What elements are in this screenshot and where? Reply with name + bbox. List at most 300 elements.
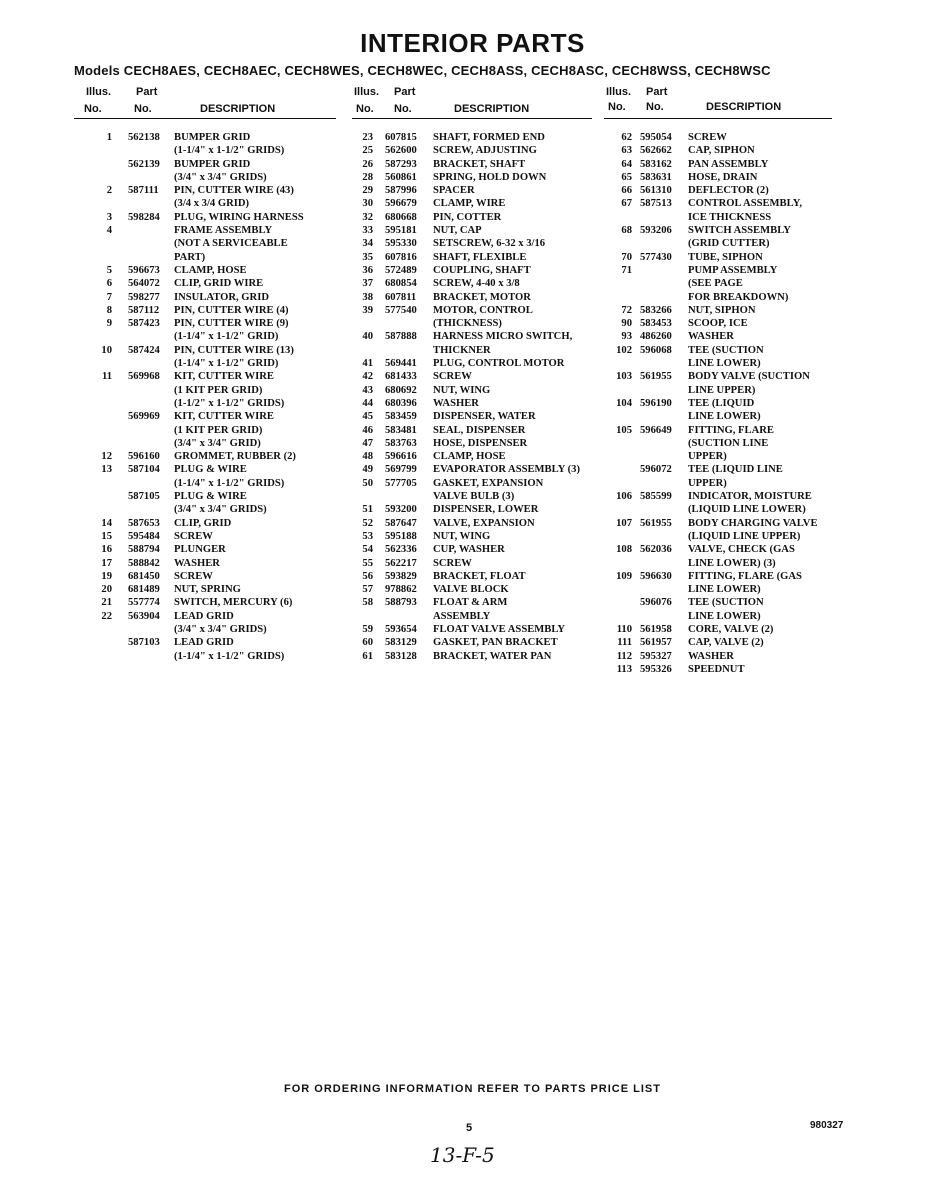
description: CAP, VALVE (2) [688,637,764,649]
description: BUMPER GRID [174,132,251,143]
table-row [604,330,832,343]
table-row [74,530,336,543]
table-row [74,330,336,343]
illus-no: 58 [362,597,373,609]
table-row [604,344,832,357]
illus-no [604,410,632,423]
part-no: 562036 [640,544,672,556]
illus-no [74,424,112,437]
illus-no: 12 [101,451,112,463]
part-no: 607811 [385,291,417,303]
table-row [352,410,592,423]
illus-no: 46 [362,424,373,436]
description: COUPLING, SHAFT [433,264,531,276]
table-row [74,171,336,184]
models-line: Models CECH8AES, CECH8AEC, CECH8WES, CECH8WEC, CECH8ASS, CECH8ASC, CECH8WSS, CECH8WSC [74,63,771,78]
table-row [74,490,336,503]
illus-no: 55 [362,557,373,569]
description: HOSE, DRAIN [688,171,758,183]
description: CLIP, GRID [174,517,232,529]
illus-no: 107 [616,517,632,529]
table-row [74,450,336,463]
description: PIN, COTTER [433,211,502,223]
part-no [640,264,676,277]
description: WASHER [688,331,734,343]
description: GROMMET, RUBBER (2) [174,451,296,463]
part-no [640,357,676,370]
part-no: 561955 [640,371,672,383]
table-row [352,291,592,304]
description: SCREW [688,132,727,143]
table-row [74,344,336,357]
description: CORE, VALVE (2) [688,623,774,635]
illus-no: 13 [101,464,112,476]
description: TUBE, SIPHON [688,251,763,263]
description: (SUCTION LINE [688,437,769,449]
description: SEAL, DISPENSER [433,424,526,436]
illus-no: 36 [362,264,373,276]
illus-no: 113 [616,663,632,675]
part-no: 577705 [385,477,417,489]
part-no: 593200 [385,504,417,516]
description: PUMP ASSEMBLY [688,264,778,276]
table-row [352,543,592,556]
part-no: 562138 [128,132,160,143]
part-no: 587112 [128,304,160,316]
illus-label: Illus. [606,86,632,98]
table-row [604,357,832,370]
table-row [74,251,336,264]
part-no: 562139 [128,158,160,170]
part-no [640,437,676,450]
part-no: 583631 [640,171,672,183]
description: CLAMP, WIRE [433,198,506,210]
part-label: Part [136,86,158,98]
part-no [128,477,164,490]
part-no [385,610,421,623]
description: BRACKET, FLOAT [433,570,526,582]
description: (1 KIT PER GRID) [174,424,263,436]
table-row [74,424,336,437]
description: MOTOR, CONTROL [433,304,533,316]
parts-column-2 [352,86,592,663]
parts-column-1 [74,86,336,663]
illus-no: 28 [362,171,373,183]
description: SCREW, 4-40 x 3/8 [433,278,520,290]
description: PIN, CUTTER WIRE (43) [174,185,294,197]
table-row [604,557,832,570]
illus-no: 65 [621,171,632,183]
description: HOSE, DISPENSER [433,437,528,449]
table-row [352,277,592,290]
illus-no: 68 [621,225,632,237]
description: SCOOP, ICE [688,318,748,330]
table-row [604,650,832,663]
part-no [385,344,421,357]
part-no: 595181 [385,225,417,237]
part-no: 561957 [640,637,672,649]
description: LINE LOWER) [688,610,761,622]
illus-no [352,317,373,330]
table-row [74,596,336,609]
part-no: 564072 [128,278,160,290]
illus-no [604,477,632,490]
illus-no: 21 [101,597,112,609]
part-no [640,557,676,570]
column-header [352,86,592,119]
description: (1-1/4" x 1-1/2" GRID) [174,358,279,370]
description: SCREW [174,570,213,582]
table-row [604,610,832,623]
description: LINE UPPER) [688,384,756,396]
part-no: 583162 [640,158,672,170]
part-no: 596072 [640,464,672,476]
table-row [604,184,832,197]
table-row [604,370,832,383]
part-no: 596076 [640,597,672,609]
description: TEE (LIQUID [688,397,755,409]
illus-no: 70 [621,251,632,263]
description: BRACKET, SHAFT [433,158,526,170]
table-row [74,197,336,210]
part-no [640,503,676,516]
table-row [604,158,832,171]
table-row [74,357,336,370]
table-row [352,197,592,210]
illus-no [74,171,112,184]
part-no [128,397,164,410]
description: (1-1/4" x 1-1/2" GRID) [174,331,279,343]
part-no: 595330 [385,238,417,250]
part-no [128,503,164,516]
illus-no [604,291,632,304]
part-no: 583459 [385,411,417,423]
illus-no [352,344,373,357]
table-row [352,251,592,264]
table-row [604,636,832,649]
table-row [74,543,336,556]
part-no: 577430 [640,251,672,263]
part-no-label: No. [646,101,664,113]
description: SCREW [433,557,472,569]
part-no: 596630 [640,570,672,582]
table-row [604,251,832,264]
table-row [604,291,832,304]
illus-no [74,437,112,450]
table-row [604,543,832,556]
illus-no [604,384,632,397]
description: SPRING, HOLD DOWN [433,171,547,183]
part-no: 569968 [128,371,160,383]
table-row [352,304,592,317]
table-row [74,144,336,157]
illus-no: 62 [621,132,632,143]
table-row [352,158,592,171]
illus-no: 71 [621,264,632,276]
table-row [604,490,832,503]
part-no: 583266 [640,304,672,316]
description: PART) [174,251,206,263]
part-no: 607815 [385,132,417,143]
illus-no [74,410,112,423]
table-row [74,437,336,450]
illus-no-label: No. [84,103,102,115]
part-no: 595326 [640,663,672,675]
illus-no: 106 [616,491,632,503]
table-row [74,277,336,290]
illus-no [604,596,632,609]
table-row [74,370,336,383]
illus-no [604,277,632,290]
illus-no: 19 [101,570,112,582]
description: (LIQUID LINE LOWER) [688,504,806,516]
table-row [74,131,336,144]
part-no: 486260 [640,331,672,343]
part-no: 587423 [128,318,160,330]
part-no: 596160 [128,451,160,463]
illus-no: 67 [621,198,632,210]
description: PLUG, CONTROL MOTOR [433,358,565,370]
description: WASHER [433,397,479,409]
illus-no: 26 [362,158,373,170]
part-no: 560861 [385,171,417,183]
description: BRACKET, MOTOR [433,291,531,303]
description: TEE (SUCTION [688,344,764,356]
handwritten-note: 13-F-5 [430,1143,495,1167]
description: DISPENSER, WATER [433,411,536,423]
illus-no [74,636,112,649]
description-label: DESCRIPTION [706,101,782,113]
table-row [352,583,592,596]
table-row [604,663,832,676]
illus-no: 109 [616,570,632,582]
description: PLUNGER [174,544,226,556]
illus-no: 111 [617,637,632,649]
table-row [604,503,832,516]
description: (3/4 x 3/4 GRID) [174,198,250,210]
description: UPPER) [688,451,727,463]
part-no: 596068 [640,344,672,356]
illus-no: 37 [362,278,373,290]
part-no [385,317,421,330]
illus-no: 59 [362,623,373,635]
description: CONTROL ASSEMBLY, [688,198,803,210]
part-no: 587111 [128,185,159,197]
part-no: 583453 [640,318,672,330]
table-row [74,463,336,476]
description-label: DESCRIPTION [454,103,530,115]
part-no: 587293 [385,158,417,170]
part-no: 557774 [128,597,160,609]
description: KIT, CUTTER WIRE [174,371,274,383]
description: LEAD GRID [174,610,234,622]
table-row [352,424,592,437]
illus-no [74,197,112,210]
illus-no: 16 [101,544,112,556]
description: SCREW, ADJUSTING [433,145,537,157]
description: FITTING, FLARE [688,424,774,436]
part-no: 572489 [385,264,417,276]
illus-no: 11 [101,371,112,383]
description: (3/4" x 3/4" GRIDS) [174,623,267,635]
table-row [352,450,592,463]
part-no: 598284 [128,211,160,223]
table-row [604,304,832,317]
part-no: 583763 [385,437,417,449]
illus-no [604,211,632,224]
table-row [74,477,336,490]
part-no [640,410,676,423]
document-number: 980327 [810,1120,844,1131]
description: PIN, CUTTER WIRE (13) [174,344,294,356]
table-row [352,131,592,144]
part-no [128,251,164,264]
illus-no: 35 [362,251,373,263]
part-no: 596649 [640,424,672,436]
table-row [74,610,336,623]
description: (3/4" x 3/4" GRIDS) [174,504,267,516]
table-row [604,131,832,144]
illus-no: 17 [101,557,112,569]
part-no [640,530,676,543]
part-no [128,437,164,450]
illus-no: 41 [362,358,373,370]
illus-no [604,583,632,596]
description: BODY CHARGING VALVE [688,517,818,529]
illus-no [604,530,632,543]
illus-no [604,503,632,516]
part-no: 587647 [385,517,417,529]
part-no: 561955 [640,517,672,529]
illus-no [74,477,112,490]
part-no: 680668 [385,211,417,223]
illus-no [604,357,632,370]
illus-no: 32 [362,211,373,223]
table-row [74,384,336,397]
table-row [352,477,592,490]
description: GASKET, EXPANSION [433,477,544,489]
description: VALVE, CHECK (GAS [688,544,795,556]
illus-no: 108 [616,544,632,556]
table-row [74,397,336,410]
table-row [604,570,832,583]
table-row [352,437,592,450]
table-row [74,184,336,197]
illus-no: 105 [616,424,632,436]
table-row [74,410,336,423]
table-row [352,636,592,649]
description: NUT, SPRING [174,584,241,596]
illus-no: 110 [616,623,632,635]
description: LINE LOWER) [688,358,761,370]
illus-no: 47 [362,437,373,449]
description: EVAPORATOR ASSEMBLY (3) [433,464,580,476]
table-row [74,503,336,516]
description: CUP, WASHER [433,544,505,556]
illus-no: 43 [362,384,373,396]
description: PLUG & WIRE [174,464,247,476]
description: (LIQUID LINE UPPER) [688,530,801,542]
illus-no: 25 [362,145,373,157]
part-no [640,384,676,397]
table-row [604,397,832,410]
illus-no [604,557,632,570]
illus-no: 48 [362,451,373,463]
part-no: 577540 [385,304,417,316]
illus-no: 8 [106,304,112,316]
description: (1-1/4" x 1-1/2" GRIDS) [174,650,285,662]
description: SHAFT, FORMED END [433,132,545,143]
part-label: Part [646,86,668,98]
illus-label: Illus. [86,86,112,98]
description: HARNESS MICRO SWITCH, [433,331,573,343]
description: WASHER [688,650,734,662]
illus-no [604,237,632,250]
table-row [604,237,832,250]
illus-no: 29 [362,185,373,197]
description: GASKET, PAN BRACKET [433,637,558,649]
table-row [74,264,336,277]
table-row [604,224,832,237]
part-no [128,224,164,237]
illus-no: 72 [621,304,632,316]
description: FLOAT & ARM [433,597,508,609]
illus-no [74,490,112,503]
table-row [352,596,592,609]
part-no: 587424 [128,344,160,356]
part-no: 588842 [128,557,160,569]
part-no [128,144,164,157]
part-no: 588793 [385,597,417,609]
illus-no [74,397,112,410]
description: PIN, CUTTER WIRE (4) [174,304,289,316]
description: LEAD GRID [174,637,234,649]
part-no: 596673 [128,264,160,276]
illus-no: 4 [106,225,112,237]
illus-no: 102 [616,344,632,356]
table-row [604,623,832,636]
illus-no: 5 [106,264,112,276]
part-no [640,610,676,623]
illus-no: 40 [362,331,373,343]
table-row [604,424,832,437]
part-no [128,357,164,370]
illus-no: 90 [621,318,632,330]
part-no: 587996 [385,185,417,197]
illus-no: 33 [362,225,373,237]
table-row [74,650,336,663]
part-no: 596190 [640,397,672,409]
description: VALVE, EXPANSION [433,517,535,529]
part-no-label: No. [134,103,152,115]
table-row [604,317,832,330]
table-row [352,570,592,583]
illus-no: 20 [101,584,112,596]
illus-no [604,463,632,476]
description: TEE (SUCTION [688,597,764,609]
part-no [128,330,164,343]
part-no: 569441 [385,358,417,370]
description: (3/4" x 3/4" GRIDS) [174,171,267,183]
table-row [352,330,592,343]
illus-no [74,623,112,636]
description: PLUG, WIRING HARNESS [174,211,304,223]
part-no: 680854 [385,278,417,290]
part-no: 587103 [128,637,160,649]
description: UPPER) [688,477,727,489]
part-no [640,237,676,250]
part-no [128,623,164,636]
